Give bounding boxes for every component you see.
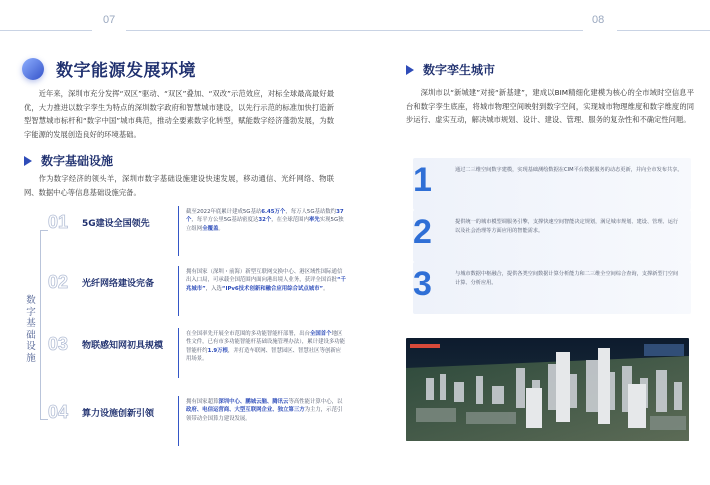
twin-heading bbox=[406, 61, 495, 78]
card-text: 提供统一的城市模型调服务引擎，支撑快速空间智能决定规划，满足城市规划、建设、管理、运行以及社会治理等方面应用的智能需求。 bbox=[455, 219, 679, 234]
item-bracket bbox=[178, 206, 183, 256]
highlight-text: 37个 bbox=[186, 209, 344, 224]
item-number: 03 bbox=[48, 334, 69, 354]
header-rule bbox=[126, 30, 355, 31]
desc-text: 拥有国家（深圳・前海）新型互联网交换中心、港区域性国际通信出入口局，可承载全国范围内面向港出境人业务，获评全国首批 bbox=[186, 269, 343, 284]
item-number: 01 bbox=[48, 212, 69, 232]
infra-item bbox=[48, 208, 348, 258]
header-rule bbox=[355, 30, 583, 31]
desc-text: 。 bbox=[218, 225, 224, 232]
header-rule bbox=[0, 30, 92, 31]
city-3d-image bbox=[406, 338, 689, 441]
desc-text: 在全国率先开展全市范围的多功能智能杆部署，出台 bbox=[186, 331, 310, 337]
card-text: 通过二三维空间数字建模，实现基础测绘数据在CIM平台数据服务的动态更新，并向全市发布共享。 bbox=[455, 167, 683, 173]
item-number: 02 bbox=[48, 272, 69, 292]
triangle-bullet-icon bbox=[24, 156, 32, 166]
infra-item bbox=[48, 398, 348, 448]
desc-text: 。 bbox=[323, 285, 329, 292]
highlight-text: 政府、电信运营商、大型互联网企业、独立第三方 bbox=[186, 407, 305, 414]
section-heading bbox=[24, 152, 113, 169]
highlight-text: “IPv6技术创新和融合应用综合试点城市” bbox=[221, 285, 324, 292]
item-title: 物联感知网初具规模 bbox=[82, 341, 164, 351]
desc-text: ，每万人5G基站数约 bbox=[285, 209, 337, 215]
twin-intro: 深圳市以“新城建”对接“新基建”，建成以BIM精细化建模为核心的全市域时空信息平台和数字孪生底座，将城市物理空间映射到数字空间，实现城市物理维度和数字维度的同步运行、虚实互动，解决城市规划、设计、建设、管理、服务的复杂性和不确定性问题。 bbox=[406, 88, 694, 124]
item-bracket bbox=[178, 396, 183, 446]
highlight-text: 全覆盖 bbox=[202, 225, 219, 232]
desc-text: ，并打造车联网、智慧园区、智慧社区等创新应用场景。 bbox=[186, 347, 342, 363]
item-number: 04 bbox=[48, 402, 69, 422]
page-number-right: 08 bbox=[592, 14, 605, 26]
card-number: 3 bbox=[413, 265, 432, 303]
desc-text: 地区性文件，已有市多功能智能杆基础设施管理办法），累计建设多功能智能杆约 bbox=[186, 331, 346, 354]
section-intro: 作为数字经济的领头羊，深圳市数字基础设施建设快速发展，移动通信、光纤网络、物联网、数据中心等信息基础设施完备。 bbox=[24, 174, 334, 197]
triangle-bullet-icon bbox=[406, 65, 414, 75]
desc-text: 截至2022年底累计建成5G基站 bbox=[186, 209, 262, 215]
desc-text: ，在全球范围内 bbox=[271, 217, 309, 224]
item-bracket bbox=[178, 266, 183, 316]
card-number: 2 bbox=[413, 213, 432, 251]
intro-paragraph: 近年来，深圳市充分发挥“双区”驱动、“双区”叠加、“双改”示范效应，对标全球最高最好最优，大力推进以数字孪生为特点的深圳数字政府和智慧城市建设，以先行示范的标准加快打造新型智慧城市标杆和“数字中国”城市典范，推动全要素数字化转型，赋能数字经济蓬勃发展，为数字能源的发展创造良好的环境基础。 bbox=[24, 89, 334, 139]
page-number-left: 07 bbox=[103, 14, 116, 26]
desc-text: 为主力，示范引领带动全国算力建设发展。 bbox=[186, 407, 343, 422]
infra-item bbox=[48, 268, 348, 318]
item-description bbox=[186, 208, 346, 233]
desc-text: 实现5G独立组网 bbox=[186, 217, 344, 232]
twin-card bbox=[413, 158, 691, 210]
card-number: 1 bbox=[413, 161, 432, 199]
vertical-label: 数字基础设施 bbox=[26, 295, 36, 364]
vertical-brace bbox=[40, 230, 48, 420]
item-description bbox=[186, 268, 346, 293]
twin-card bbox=[413, 262, 691, 314]
item-title: 光纤网络建设完备 bbox=[82, 279, 155, 289]
card-text: 与城市数据中枢融合，提供各类空间数据计算分析能力和二三维全空间综合查询，支撑新型门空间计算、分析应用。 bbox=[455, 271, 679, 286]
desc-text: ，每平方公里5G基站密度达 bbox=[191, 217, 259, 224]
highlight-text: 1.9万根 bbox=[207, 347, 228, 354]
twin-card bbox=[413, 210, 691, 262]
highlight-text: “千兆城市” bbox=[186, 277, 346, 292]
highlight-text: 6.45万个 bbox=[261, 209, 286, 215]
highlight-text: 32个 bbox=[258, 217, 272, 224]
item-title: 算力设施创新引领 bbox=[82, 409, 155, 419]
heading-dot-icon bbox=[22, 58, 44, 80]
item-title: 5G建设全国领先 bbox=[82, 219, 150, 229]
main-heading bbox=[22, 56, 196, 81]
twin-title: 数字孪生城市 bbox=[423, 63, 496, 77]
highlight-text: 率先 bbox=[308, 217, 320, 224]
desc-text: 拥有国家超算 bbox=[186, 399, 219, 405]
city-illustration bbox=[406, 338, 689, 441]
desc-text: ，入选 bbox=[205, 285, 222, 292]
item-description bbox=[186, 330, 346, 364]
desc-text: 等高性能计算中心，以 bbox=[288, 399, 343, 405]
highlight-text: 全国首个 bbox=[310, 331, 332, 337]
highlight-text: 深圳中心、鹏城云脑、腾讯云 bbox=[218, 399, 289, 405]
header-rule bbox=[617, 30, 710, 31]
infra-item bbox=[48, 330, 348, 380]
main-title: 数字能源发展环境 bbox=[56, 61, 196, 81]
item-description bbox=[186, 398, 346, 423]
item-bracket bbox=[178, 328, 183, 378]
section-title: 数字基础设施 bbox=[41, 154, 114, 168]
